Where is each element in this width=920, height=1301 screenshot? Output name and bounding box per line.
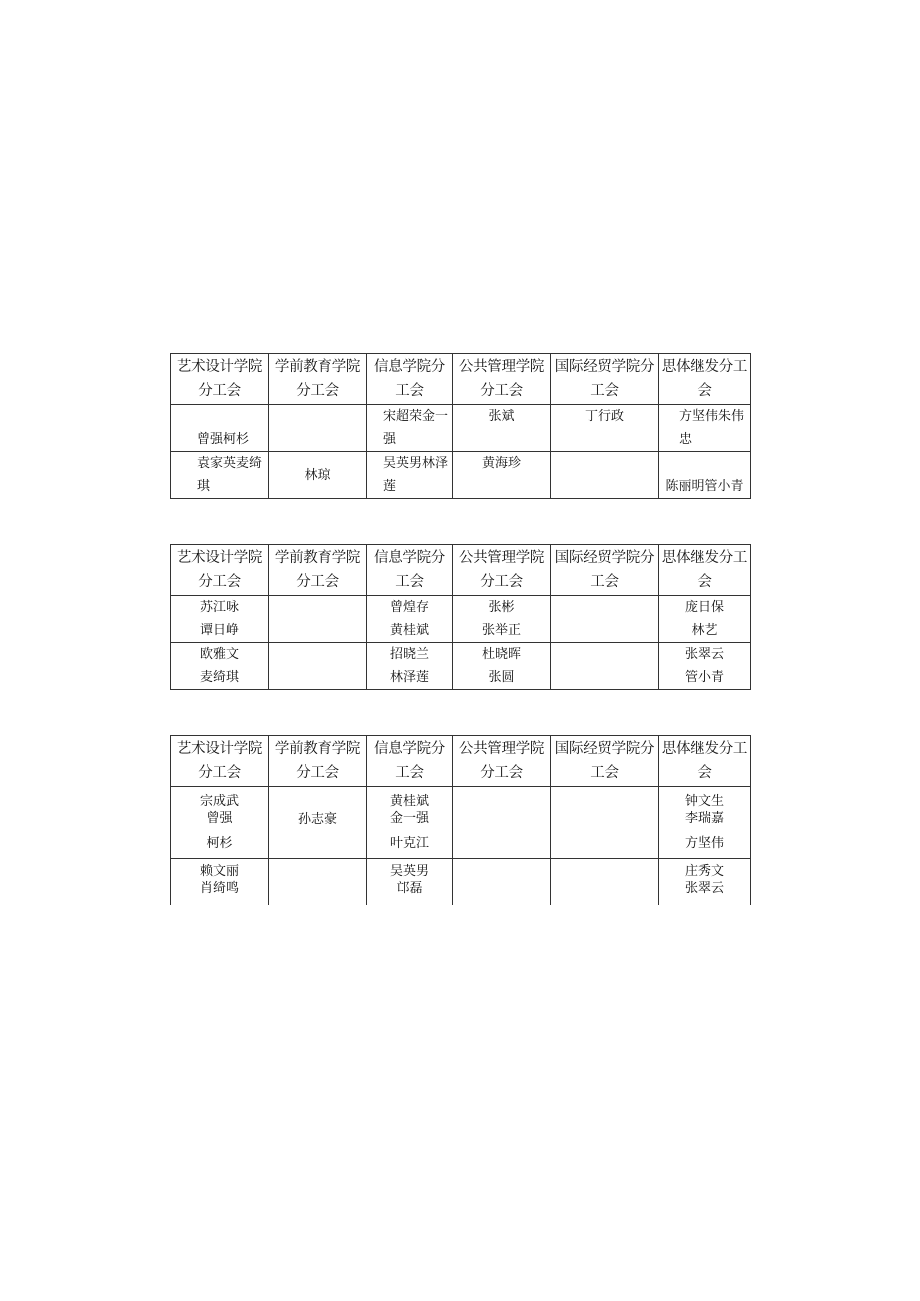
cell-line: 谭日峥 — [199, 623, 239, 638]
staff-table-2 — [170, 544, 751, 690]
cell-line: 宗成武 — [199, 794, 239, 809]
table-cell — [659, 596, 751, 643]
cell-line: 赖文丽 — [199, 864, 239, 879]
cell-line: 杜晓晖 — [481, 647, 521, 662]
header-information: 信息学院分工会 — [367, 736, 453, 787]
cell-line: 李瑞嘉 — [684, 811, 724, 826]
header-preschool-education: 学前教育学院分工会 — [269, 736, 367, 787]
cell-line: 邙磊 — [396, 881, 423, 896]
table-cell — [171, 859, 269, 905]
table-header-row — [171, 545, 751, 596]
cell-text: 丁行政 — [584, 409, 624, 424]
table-cell — [659, 859, 751, 905]
cell-line: 吴英男 — [389, 864, 429, 879]
cell-line: 金一强 — [389, 811, 429, 826]
table-cell — [367, 859, 453, 905]
cell-text: 宋超荣金一强 — [383, 409, 449, 447]
table-cell — [171, 596, 269, 643]
table-cell — [171, 452, 269, 499]
table-cell — [453, 859, 551, 905]
cell-text: 林琼 — [304, 467, 331, 483]
cell-line: 苏江咏 — [199, 600, 239, 615]
cell-line: 叶克江 — [389, 836, 429, 851]
table-cell — [551, 405, 659, 452]
table-cell — [551, 859, 659, 905]
header-art-design: 艺术设计学院分工会 — [171, 354, 269, 405]
cell-line: 黄桂斌 — [389, 623, 429, 638]
cell-line: 黄桂斌 — [389, 794, 429, 809]
table-cell — [659, 452, 751, 499]
header-sports-continuing: 思体继发分工会 — [659, 354, 751, 405]
table-cell — [171, 643, 269, 690]
table-row — [171, 405, 751, 452]
cell-text: 张斌 — [488, 409, 515, 424]
header-information: 信息学院分工会 — [367, 354, 453, 405]
cell-line: 张举正 — [481, 623, 521, 638]
header-public-management: 公共管理学院分工会 — [453, 354, 551, 405]
cell-line: 张圆 — [488, 670, 515, 685]
table-cell — [453, 787, 551, 859]
table-cell — [551, 596, 659, 643]
table-cell — [659, 643, 751, 690]
table-cell — [269, 643, 367, 690]
table-cell — [171, 405, 269, 452]
cell-line: 方坚伟 — [684, 836, 724, 851]
table-cell — [659, 405, 751, 452]
cell-text: 吴英男林泽莲 — [383, 456, 449, 494]
cell-line: 庞日保 — [684, 600, 724, 615]
table-cell — [269, 787, 367, 859]
table-cell — [367, 787, 453, 859]
header-preschool-education: 学前教育学院分工会 — [269, 354, 367, 405]
cell-line: 曾煌存 — [389, 600, 429, 615]
header-public-management: 公共管理学院分工会 — [453, 545, 551, 596]
table-row — [171, 452, 751, 499]
header-public-management: 公共管理学院分工会 — [453, 736, 551, 787]
table-row — [171, 643, 751, 690]
table-cell — [367, 452, 453, 499]
staff-table-3 — [170, 735, 751, 905]
cell-text: 方坚伟朱伟忠 — [679, 409, 745, 447]
header-preschool-education: 学前教育学院分工会 — [269, 545, 367, 596]
cell-text: 袁家英麦绮琪 — [197, 456, 263, 494]
table-cell — [171, 787, 269, 859]
table-cell — [367, 405, 453, 452]
table-cell — [453, 643, 551, 690]
cell-line: 张彬 — [488, 600, 515, 615]
cell-line: 曾强 — [206, 811, 233, 826]
table-cell — [551, 452, 659, 499]
cell-line: 林艺 — [691, 623, 718, 638]
cell-line: 柯杉 — [206, 836, 233, 851]
table-row — [171, 596, 751, 643]
table-cell — [269, 596, 367, 643]
header-information: 信息学院分工会 — [367, 545, 453, 596]
header-art-design: 艺术设计学院分工会 — [171, 736, 269, 787]
cell-line: 麦绮琪 — [199, 670, 239, 685]
cell-line: 林泽莲 — [389, 670, 429, 685]
cell-line: 管小青 — [684, 670, 724, 685]
header-international-trade: 国际经贸学院分工会 — [551, 736, 659, 787]
table-header-row — [171, 354, 751, 405]
cell-text: 陈丽明管小青 — [665, 479, 744, 494]
table-cell — [367, 596, 453, 643]
cell-text: 黄海珍 — [481, 456, 521, 471]
table-row — [171, 787, 751, 859]
table-cell — [551, 787, 659, 859]
table-cell — [551, 643, 659, 690]
header-sports-continuing: 思体继发分工会 — [659, 545, 751, 596]
cell-line: 庄秀文 — [684, 864, 724, 879]
table-cell — [453, 596, 551, 643]
cell-line: 张翠云 — [684, 881, 724, 896]
table-cell — [269, 405, 367, 452]
cell-text: 孙志豪 — [297, 812, 337, 827]
header-international-trade: 国际经贸学院分工会 — [551, 354, 659, 405]
cell-line: 欧雅文 — [199, 647, 239, 662]
table-cell — [367, 643, 453, 690]
table-cell — [453, 405, 551, 452]
cell-line: 张翠云 — [684, 647, 724, 662]
header-art-design: 艺术设计学院分工会 — [171, 545, 269, 596]
table-cell — [453, 452, 551, 499]
table-cell — [269, 452, 367, 499]
table-cell — [659, 787, 751, 859]
cell-text: 曾强柯杉 — [197, 432, 250, 447]
cell-line: 钟文生 — [684, 794, 724, 809]
staff-table-1 — [170, 353, 751, 499]
table-cell — [269, 859, 367, 905]
header-sports-continuing: 思体继发分工会 — [659, 736, 751, 787]
cell-line: 招晓兰 — [389, 647, 429, 662]
table-header-row — [171, 736, 751, 787]
table-row — [171, 859, 751, 905]
header-international-trade: 国际经贸学院分工会 — [551, 545, 659, 596]
cell-line: 肖绮鸣 — [199, 881, 239, 896]
